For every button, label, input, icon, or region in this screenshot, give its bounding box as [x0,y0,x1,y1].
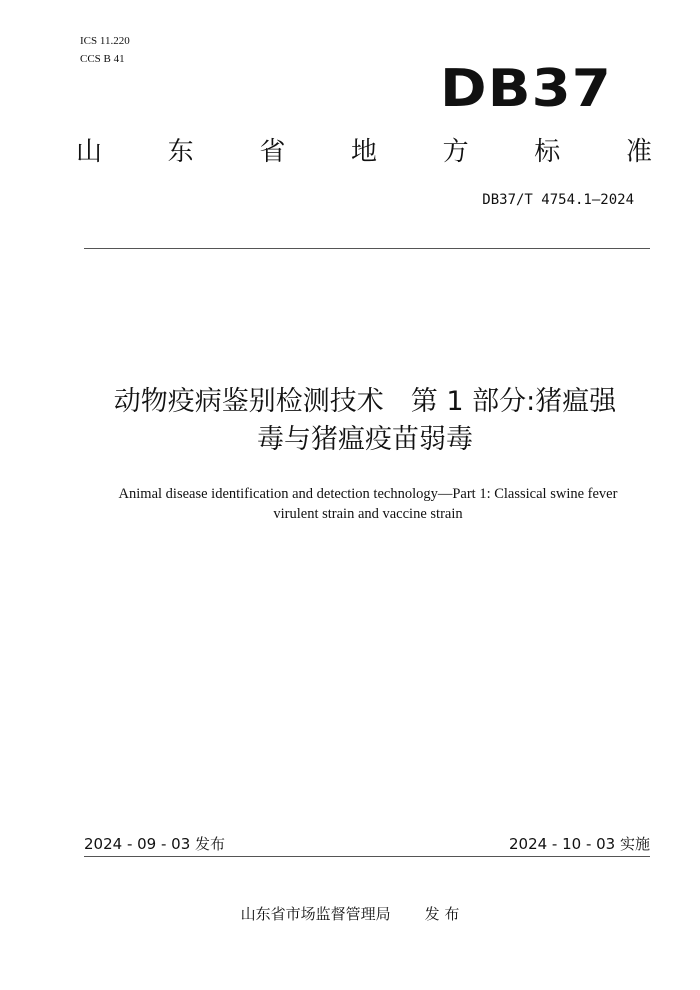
chinese-title [70,383,660,459]
logo-text: DB37 [440,59,612,119]
publish-date: 2024 - 09 - 03 发布 [84,835,226,853]
issuer-action: 发 布 [424,905,460,923]
english-title-line: Animal disease identification and detection technology—Part 1: Classical swine fever [118,486,618,502]
db37-logo [440,59,612,119]
standard-number: DB37/T 4754.1—2024 [482,192,634,208]
standard-type-char: 地 [350,137,377,167]
top-divider [84,248,650,249]
ics-code: ICS 11.220 [80,35,130,47]
chinese-title-line: 动物疫病鉴别检测技术 第 1 部分:猪瘟强 [113,386,617,417]
implementation-date: 2024 - 10 - 03 实施 [508,835,650,853]
standard-type-heading [76,134,652,170]
english-title [70,484,666,524]
issuer-line [0,904,700,924]
issuer-name: 山东省市场监督管理局 [240,905,391,923]
english-title-line: virulent strain and vaccine strain [273,506,463,522]
standard-type-char: 方 [442,137,469,167]
standard-type-char: 标 [534,137,561,167]
standard-type-char: 山 [76,137,103,167]
chinese-title-line: 毒与猪瘟疫苗弱毒 [257,424,473,455]
standard-type-char: 东 [167,137,194,167]
standard-type-char: 省 [259,137,286,167]
ccs-code: CCS B 41 [80,53,125,65]
bottom-divider [84,856,650,857]
standard-type-char: 准 [625,137,652,167]
